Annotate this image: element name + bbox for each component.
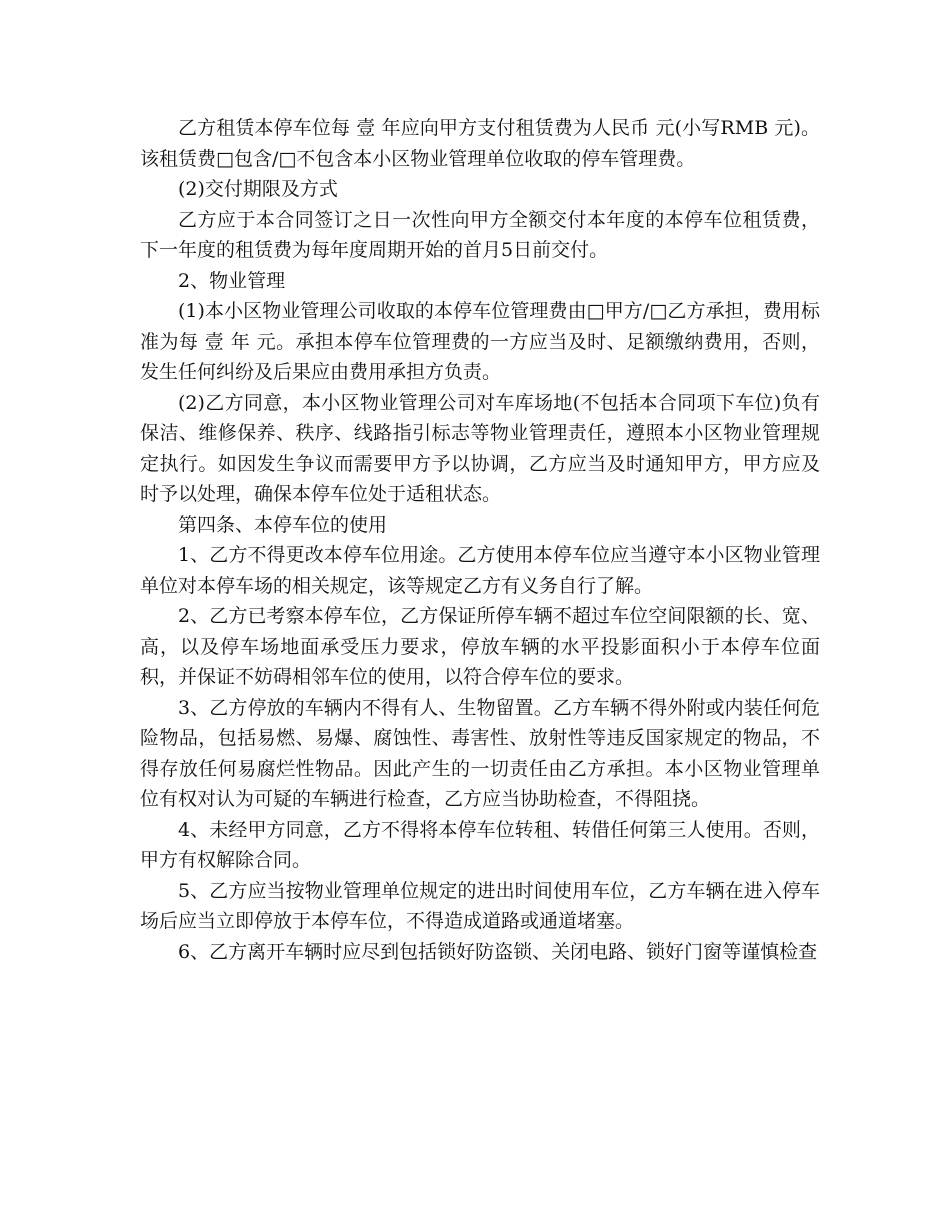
paragraph-usage-rule-1: 1、乙方不得更改本停车位用途。乙方使用本停车位应当遵守本小区物业管理单位对本停车场的相关规定，该等规定乙方有义务自行了解。 xyxy=(140,544,820,597)
paragraph-rent-payment: 乙方租赁本停车位每 壹 年应向甲方支付租赁费为人民币 元(小写RMB 元)。该租赁费□包含/□不包含本小区物业管理单位收取的停车管理费。 xyxy=(140,117,820,170)
document-body xyxy=(140,113,820,967)
paragraph-usage-rule-6: 6、乙方离开车辆时应尽到包括锁好防盗锁、关闭电路、锁好门窗等谨慎检查 xyxy=(178,940,818,963)
paragraph-usage-rule-3: 3、乙方停放的车辆内不得有人、生物留置。乙方车辆不得外附或内装任何危险物品，包括易燃、易爆、腐蚀性、毒害性、放射性等违反国家规定的物品，不得存放任何易腐烂性物品。因此产生的一切责任由乙方承担。本小区物业管理单位有权对认为可疑的车辆进行检查，乙方应当协助检查，不得阻挠。 xyxy=(140,696,820,810)
paragraph-article-four-heading: 第四条、本停车位的使用 xyxy=(178,513,388,536)
paragraph-delivery-terms: 乙方应于本合同签订之日一次性向甲方全额交付本年度的本停车位租赁费，下一年度的租赁费为每年度周期开始的首月5日前交付。 xyxy=(140,208,820,261)
paragraph-delivery-heading: (2)交付期限及方式 xyxy=(178,178,338,200)
paragraph-management-responsibility: (2)乙方同意，本小区物业管理公司对车库场地(不包括本合同项下车位)负有保洁、维修保养、秩序、线路指引标志等物业管理责任，遵照本小区物业管理规定执行。如因发生争议而需要甲方予以协调，乙方应当及时通知甲方，甲方应及时予以处理，确保本停车位处于适租状态。 xyxy=(140,391,820,505)
paragraph-usage-rule-5: 5、乙方应当按物业管理单位规定的进出时间使用车位，乙方车辆在进入停车场后应当立即停放于本停车位，不得造成道路或通道堵塞。 xyxy=(140,879,820,932)
paragraph-property-management-heading: 2、物业管理 xyxy=(178,269,286,292)
paragraph-management-fee: (1)本小区物业管理公司收取的本停车位管理费由□甲方/□乙方承担，费用标准为每 壹 年 元。承担本停车位管理费的一方应当及时、足额缴纳费用，否则，发生任何纠纷及后果应由费用承担方负责。 xyxy=(140,300,820,383)
paragraph-usage-rule-4: 4、未经甲方同意，乙方不得将本停车位转租、转借任何第三人使用。否则，甲方有权解除合同。 xyxy=(140,818,820,871)
paragraph-usage-rule-2: 2、乙方已考察本停车位，乙方保证所停车辆不超过车位空间限额的长、宽、高，以及停车场地面承受压力要求，停放车辆的水平投影面积小于本停车位面积，并保证不妨碍相邻车位的使用，以符合停车位的要求。 xyxy=(140,605,820,688)
